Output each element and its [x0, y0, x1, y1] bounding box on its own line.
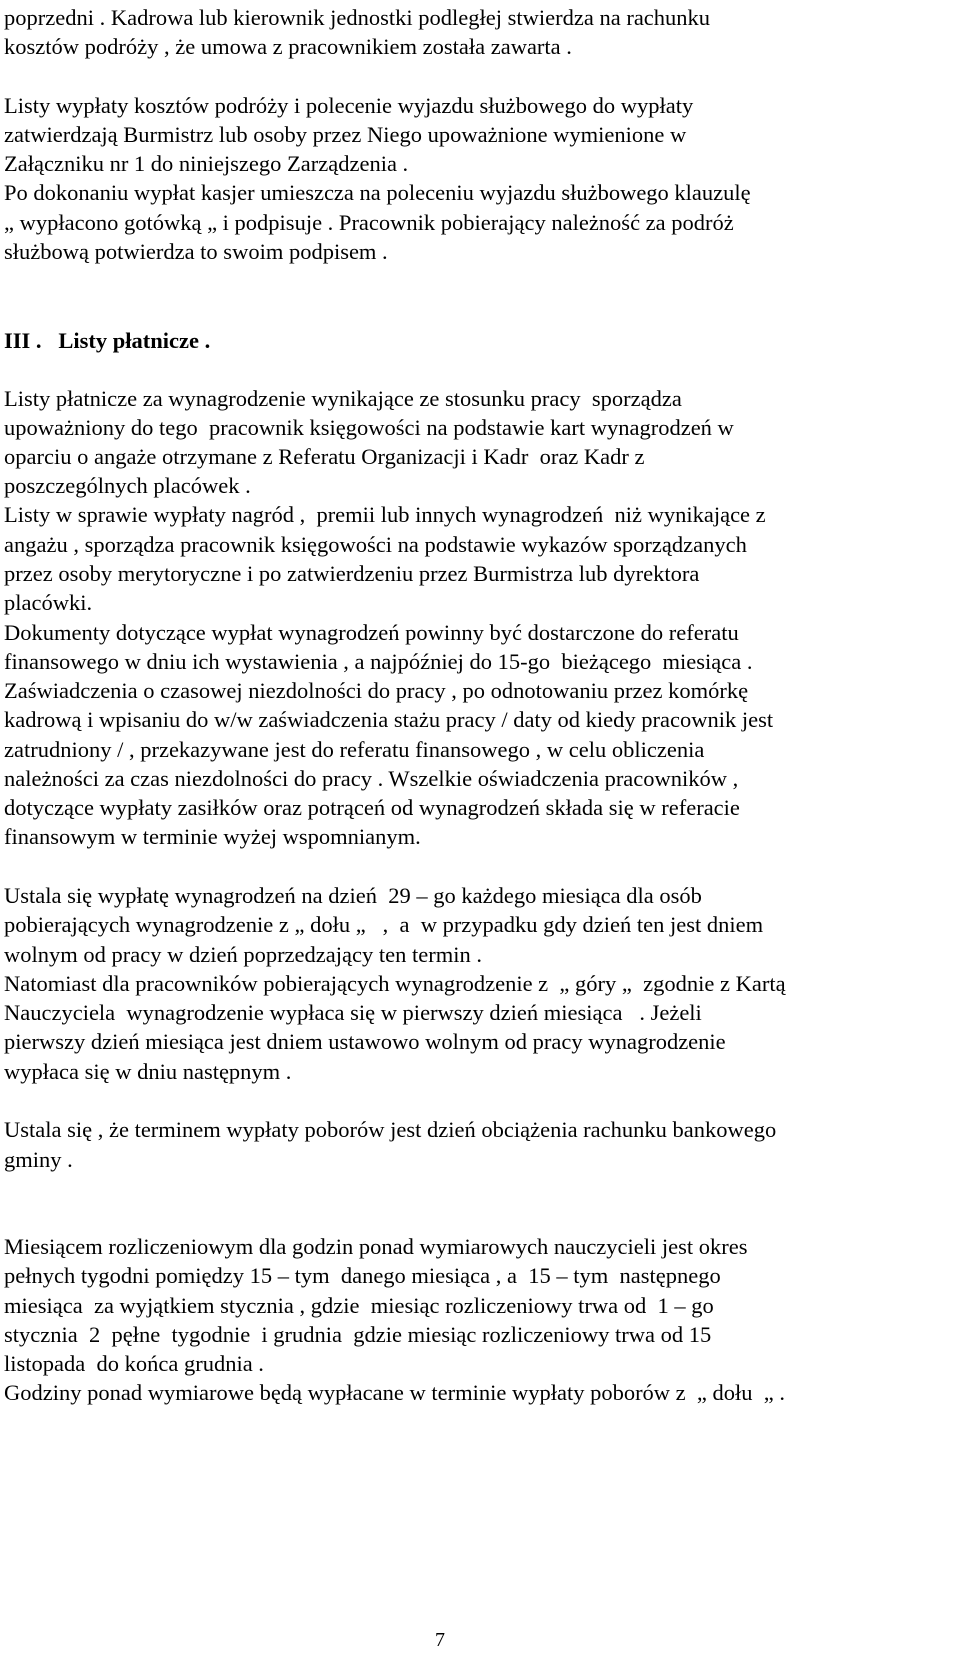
text-line: Listy płatnicze za wynagrodzenie wynikające ze stosunku pracy sporządza: [4, 386, 682, 411]
text-line: służbową potwierdza to swoim podpisem .: [4, 239, 388, 264]
text-line: Miesiącem rozliczeniowym dla godzin ponad wymiarowych nauczycieli jest okres: [4, 1234, 748, 1259]
text-line: Po dokonaniu wypłat kasjer umieszcza na poleceniu wyjazdu służbowego klauzulę: [4, 180, 751, 205]
text-line: Nauczyciela wynagrodzenie wypłaca się w pierwszy dzień miesiąca . Jeżeli: [4, 1000, 702, 1025]
text-line: poszczególnych placówek .: [4, 473, 251, 498]
text-line: oparciu o angaże otrzymane z Referatu Organizacji i Kadr oraz Kadr z: [4, 444, 645, 469]
text-line: Ustala się wypłatę wynagrodzeń na dzień 29 – go każdego miesiąca dla osób: [4, 883, 702, 908]
text-line: pełnych tygodni pomiędzy 15 – tym danego miesiąca , a 15 – tym następnego: [4, 1263, 721, 1288]
text-line: „ wypłacono gotówką „ i podpisuje . Pracownik pobierający należność za podróż: [4, 210, 734, 235]
text-line: finansowym w terminie wyżej wspomnianym.: [4, 824, 421, 849]
text-line: kadrową i wpisaniu do w/w zaświadczenia stażu pracy / daty od kiedy pracownik jest: [4, 707, 774, 732]
text-line: dotyczące wypłaty zasiłków oraz potrąceń od wynagrodzeń składa się w referacie: [4, 795, 740, 820]
text-line: wypłaca się w dniu następnym .: [4, 1059, 292, 1084]
text-line: poprzedni . Kadrowa lub kierownik jednostki podległej stwierdza na rachunku: [4, 5, 711, 30]
section-heading: III . Listy płatnicze .: [4, 328, 211, 353]
text-line: kosztów podróży , że umowa z pracownikiem została zawarta .: [4, 34, 572, 59]
text-line: miesiąca za wyjątkiem stycznia , gdzie miesiąc rozliczeniowy trwa od 1 – go: [4, 1293, 714, 1318]
text-line: pierwszy dzień miesiąca jest dniem ustawowo wolnym od pracy wynagrodzenie: [4, 1029, 726, 1054]
text-line: pobierających wynagrodzenie z „ dołu „ , a w przypadku gdy dzień ten jest dniem: [4, 912, 764, 937]
text-line: gminy .: [4, 1147, 73, 1172]
text-line: Godziny ponad wymiarowe będą wypłacane w terminie wypłaty poborów z „ dołu „ .: [4, 1380, 786, 1405]
text-line: upoważniony do tego pracownik księgowości na podstawie kart wynagrodzeń w: [4, 415, 734, 440]
text-line: stycznia 2 pęłne tygodnie i grudnia gdzie miesiąc rozliczeniowy trwa od 15: [4, 1322, 712, 1347]
text-line: wolnym od pracy w dzień poprzedzający ten termin .: [4, 942, 482, 967]
text-line: Listy w sprawie wypłaty nagród , premii lub innych wynagrodzeń niż wynikające z: [4, 502, 766, 527]
text-line: Ustala się , że terminem wypłaty poborów jest dzień obciążenia rachunku bankowego: [4, 1117, 777, 1142]
text-line: zatrudniony / , przekazywane jest do referatu finansowego , w celu obliczenia: [4, 737, 705, 762]
page-number: 7: [435, 1629, 445, 1651]
text-line: angażu , sporządza pracownik księgowości na podstawie wykazów sporządzanych: [4, 532, 747, 557]
text-line: Natomiast dla pracowników pobierających wynagrodzenie z „ góry „ zgodnie z Kartą: [4, 971, 786, 996]
text-line: Zaświadczenia o czasowej niezdolności do pracy , po odnotowaniu przez komórkę: [4, 678, 749, 703]
text-line: finansowego w dniu ich wystawienia , a najpóźniej do 15-go bieżącego miesiąca .: [4, 649, 753, 674]
text-line: Listy wypłaty kosztów podróży i polecenie wyjazdu służbowego do wypłaty: [4, 93, 694, 118]
text-line: listopada do końca grudnia .: [4, 1351, 264, 1376]
text-line: należności za czas niezdolności do pracy . Wszelkie oświadczenia pracowników ,: [4, 766, 739, 791]
text-line: placówki.: [4, 590, 93, 615]
text-line: zatwierdzają Burmistrz lub osoby przez Niego upoważnione wymienione w: [4, 122, 687, 147]
text-line: Załączniku nr 1 do niniejszego Zarządzenia .: [4, 151, 409, 176]
text-line: Dokumenty dotyczące wypłat wynagrodzeń powinny być dostarczone do referatu: [4, 620, 739, 645]
text-line: przez osoby merytoryczne i po zatwierdzeniu przez Burmistrza lub dyrektora: [4, 561, 700, 586]
